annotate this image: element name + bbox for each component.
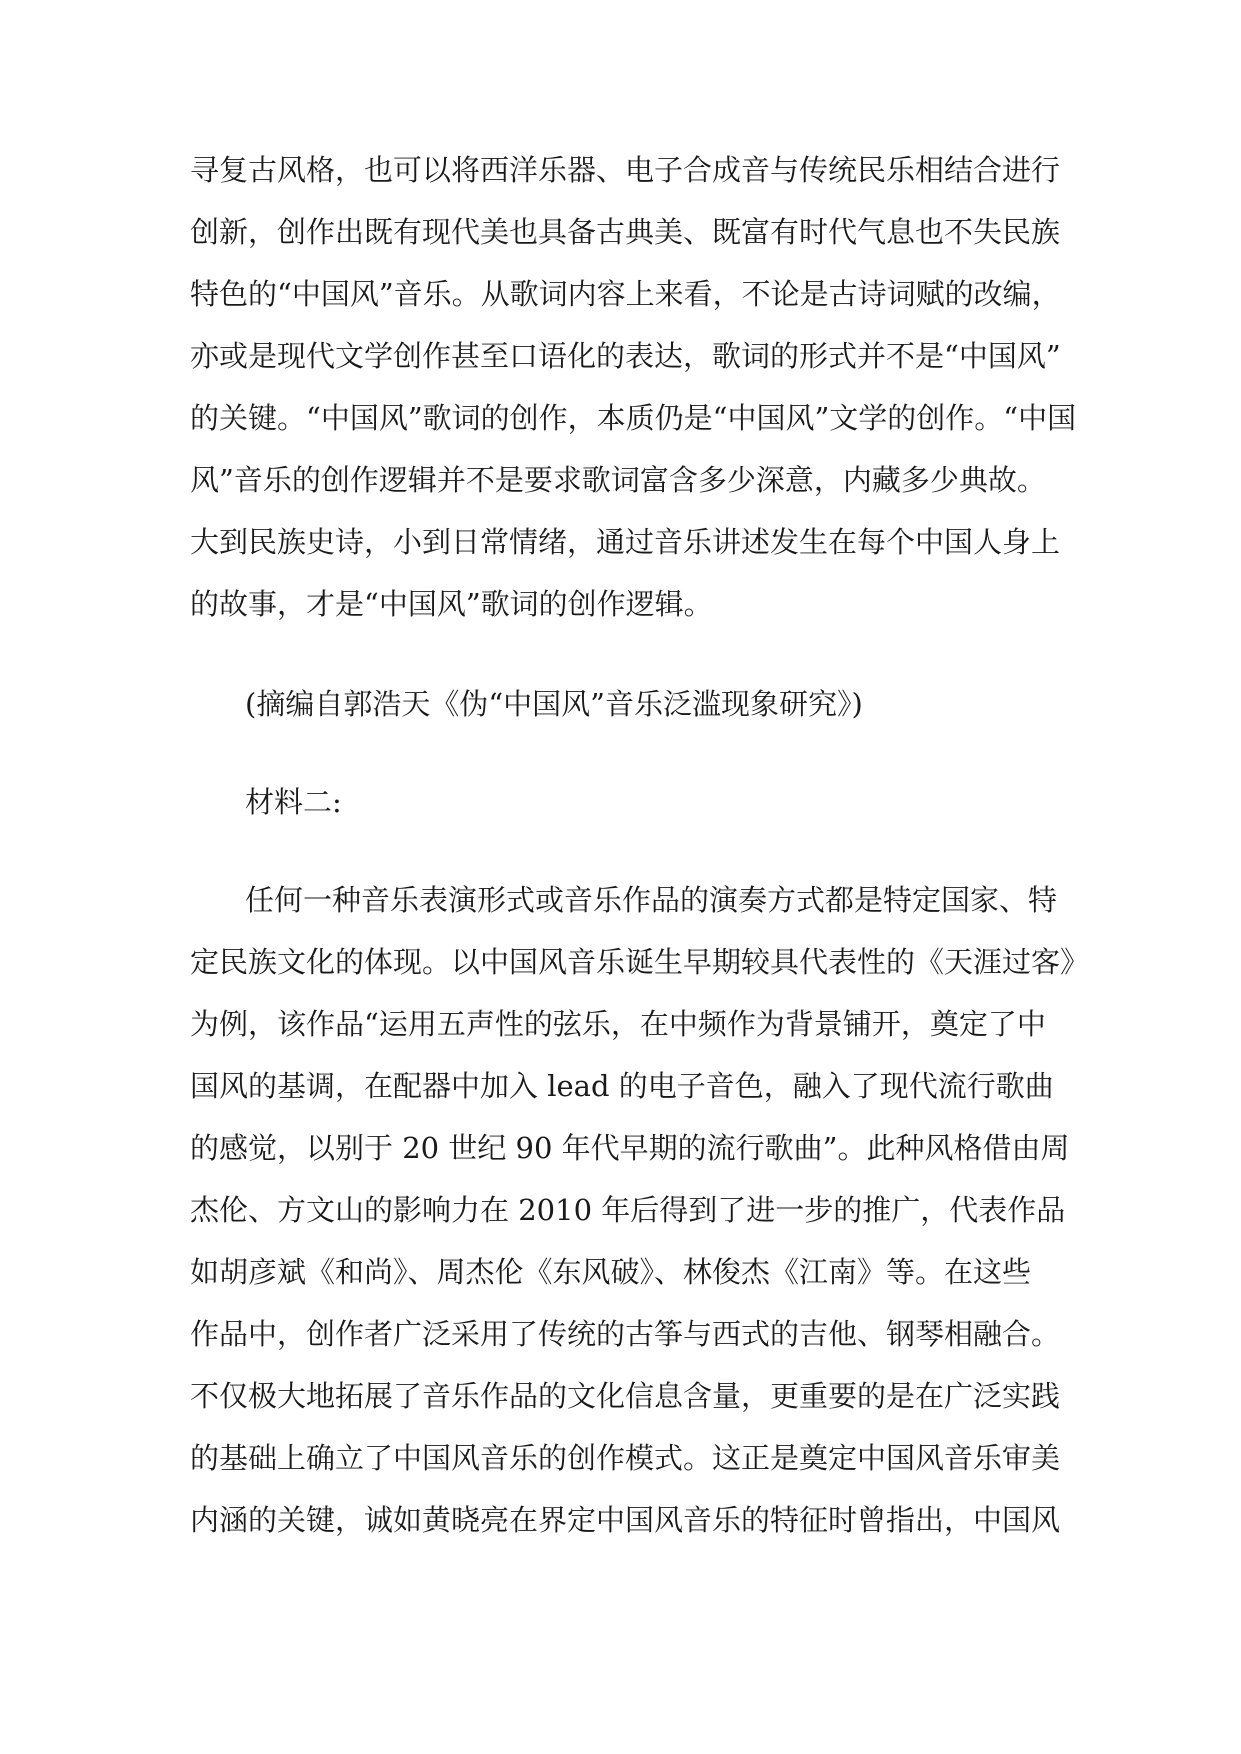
text-line: 为例，该作品“运用五声性的弦乐，在中频作为背景铺开，奠定了中 bbox=[190, 1007, 1046, 1041]
text-line: 寻复古风格，也可以将西洋乐器、电子合成音与传统民乐相结合进行 bbox=[190, 153, 1061, 187]
text-line: 的故事，才是“中国风”歌词的创作逻辑。 bbox=[190, 587, 713, 621]
text-line: 如胡彦斌《和尚》、周杰伦《东风破》、林俊杰《江南》等。在这些 bbox=[190, 1255, 1032, 1289]
text-line: 风”音乐的创作逻辑并不是要求歌词富含多少深意，内藏多少典故。 bbox=[190, 463, 1046, 497]
text-line: 的关键。“中国风”歌词的创作，本质仍是“中国风”文学的创作。“中国 bbox=[190, 401, 1077, 435]
text-line: 定民族文化的体现。以中国风音乐诞生早期较具代表性的《天涯过客》 bbox=[190, 945, 1090, 979]
text-line: 创新，创作出既有现代美也具备古典美、既富有时代气息也不失民族 bbox=[190, 215, 1061, 249]
text-line: 国风的基调，在配器中加入 lead 的电子音色，融入了现代流行歌曲 bbox=[190, 1069, 1054, 1103]
text-line: 亦或是现代文学创作甚至口语化的表达，歌词的形式并不是“中国风” bbox=[190, 339, 1061, 373]
source-citation: (摘编自郭浩天《伪“中国风”音乐泛滥现象研究》) bbox=[245, 687, 863, 721]
text-line: 的基础上确立了中国风音乐的创作模式。这正是奠定中国风音乐审美 bbox=[190, 1441, 1061, 1475]
text-line: 杰伦、方文山的影响力在 2010 年后得到了进一步的推广，代表作品 bbox=[190, 1193, 1066, 1227]
text-line: 特色的“中国风”音乐。从歌词内容上来看，不论是古诗词赋的改编， bbox=[190, 277, 1061, 311]
text-line: 任何一种音乐表演形式或音乐作品的演奏方式都是特定国家、特 bbox=[245, 883, 1058, 917]
text-line: 不仅极大地拓展了音乐作品的文化信息含量，更重要的是在广泛实践 bbox=[190, 1379, 1061, 1413]
text-line: 作品中，创作者广泛采用了传统的古筝与西式的吉他、钢琴相融合。 bbox=[190, 1317, 1061, 1351]
section-heading: 材料二: bbox=[245, 785, 342, 819]
text-line: 的感觉，以别于 20 世纪 90 年代早期的流行歌曲”。此种风格借由周 bbox=[190, 1131, 1070, 1165]
text-line: 大到民族史诗，小到日常情绪，通过音乐讲述发生在每个中国人身上 bbox=[190, 525, 1061, 559]
text-line: 内涵的关键，诚如黄晓亮在界定中国风音乐的特征时曾指出，中国风 bbox=[190, 1503, 1061, 1537]
